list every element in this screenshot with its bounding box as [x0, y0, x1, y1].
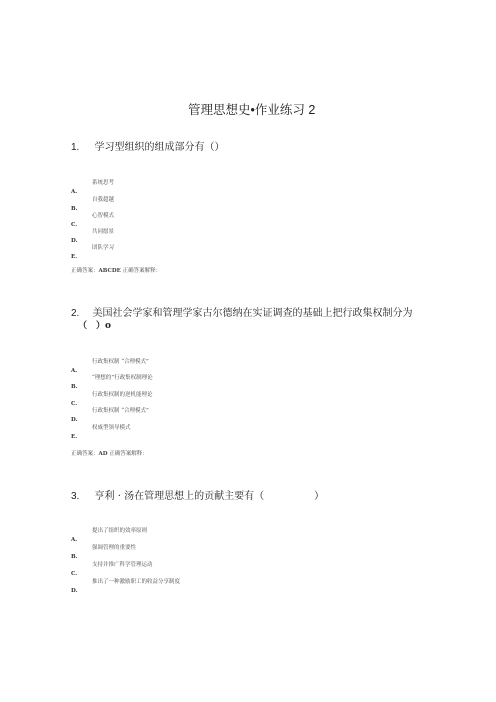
answer-prefix: 正确答案： — [71, 451, 99, 457]
question-text-continued: （ ）o — [78, 321, 112, 331]
option-text: 行政集权制 “合理模式” — [92, 359, 149, 365]
option-letter: C. — [71, 222, 78, 228]
option-text: 支持并推广科学管理运动 — [92, 562, 153, 568]
option-letter: A. — [71, 189, 78, 195]
option-letter: A. — [71, 537, 78, 543]
question-number: 2. — [71, 308, 80, 319]
option-letter: C. — [71, 401, 78, 407]
option-text: 推出了一种激励职工的收益分享制度 — [92, 579, 181, 585]
option-letter: E. — [71, 434, 78, 440]
question-number: 3. — [71, 491, 80, 502]
option-letter: E. — [71, 254, 78, 260]
option-letter: C. — [71, 571, 78, 577]
option-letter: B. — [71, 554, 78, 560]
question-text: 学习型组织的组成部分有（） — [94, 142, 225, 153]
answer-suffix: 正确答案解释： — [107, 451, 148, 457]
option-text: 心智模式 — [92, 213, 115, 219]
option-e[interactable] — [71, 423, 131, 442]
option-text: 自我超越 — [92, 197, 115, 203]
option-text: 系统思考 — [92, 180, 115, 186]
question-3 — [71, 487, 324, 502]
option-letter: D. — [71, 417, 78, 423]
question-1 — [71, 138, 225, 153]
answer-prefix: 正确答案： — [71, 268, 99, 274]
option-text: 提出了组织的效率原则 — [92, 528, 148, 534]
answer-line — [71, 266, 161, 274]
question-text: 亨利 · 汤在管理思想上的贡献主要有（ ） — [94, 491, 325, 502]
option-text: 行政集权制 “合理模式” — [92, 408, 149, 414]
option-text: 权威型领导模式 — [92, 425, 131, 431]
option-e[interactable] — [71, 243, 115, 262]
option-letter: A. — [71, 368, 78, 374]
answer-line — [71, 449, 148, 457]
option-text: 行政集权制的逆机能理论 — [92, 392, 153, 398]
option-letter: B. — [71, 384, 78, 390]
option-text: “理想的”行政集权制理论 — [92, 375, 153, 381]
answer-value: AD — [98, 451, 108, 457]
question-2 — [71, 304, 413, 319]
option-d[interactable] — [71, 577, 181, 596]
question-text: 美国社会学家和管理学家古尔德纳在实证调查的基础上把行政集权制分为 — [92, 308, 413, 319]
option-text: 共同愿景 — [92, 229, 115, 235]
question-number: 1. — [71, 142, 80, 153]
answer-value: ABCDE — [98, 268, 121, 274]
option-letter: D. — [71, 238, 78, 244]
option-text: 强调管理的重要性 — [92, 545, 137, 551]
option-letter: B. — [71, 206, 78, 212]
option-letter: D. — [71, 588, 78, 594]
answer-suffix: 正确答案解释： — [120, 268, 162, 274]
page-title: 管理思想史•作业练习 2 — [188, 103, 316, 117]
option-text: 团队学习 — [92, 245, 115, 251]
